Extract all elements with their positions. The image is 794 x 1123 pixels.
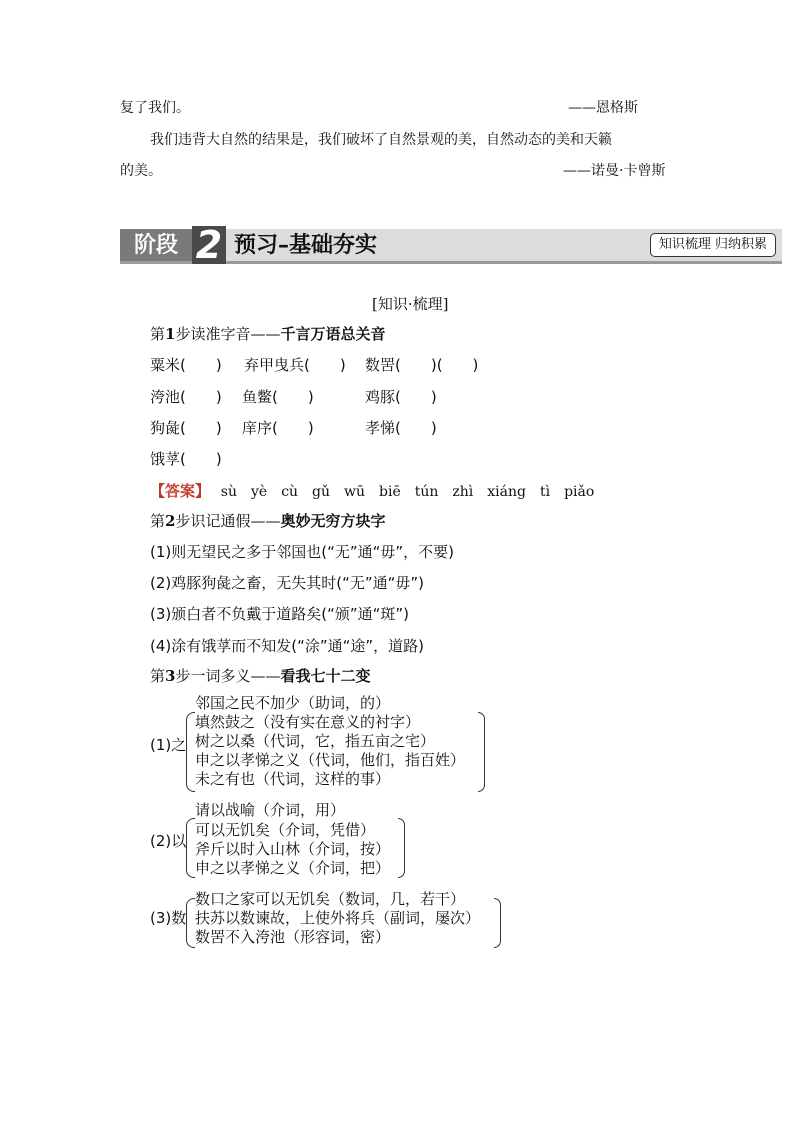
answer-line <box>150 480 594 501</box>
polysemy-label: (3)数 <box>150 909 187 927</box>
step-3-mid: 步一词多义—— <box>175 667 281 685</box>
polysemy-example: 申之以孝悌之义（介词，把） <box>195 859 391 877</box>
section-heading: [知识·梳理] <box>372 295 449 313</box>
step-3-prefix: 第 <box>150 667 166 685</box>
step-1-heading <box>150 323 385 344</box>
polysemy-example: 扶苏以数谏故，上使外将兵（副词，屡次） <box>195 909 481 927</box>
right-brace <box>478 712 485 792</box>
polysemy-example: 填然鼓之（没有实在意义的衬字） <box>195 713 421 731</box>
tongjia-item: (3)颁白者不负戴于道路矣(“颁”通“斑”) <box>150 605 410 623</box>
polysemy-example: 邻国之民不加少（助词，的） <box>195 694 391 712</box>
step-2-heading <box>150 510 385 531</box>
polysemy-example: 数口之家可以无饥矣（数词，几，若干） <box>195 890 466 908</box>
quote-2-line-1: 我们违背大自然的结果是，我们破坏了自然景观的美，自然动态的美和天籁 <box>150 132 612 148</box>
step-3-heading <box>150 665 370 686</box>
polysemy-example: 请以战喻（介词，用） <box>195 801 346 819</box>
pinyin-item: 鱼鳖( ) <box>242 388 314 406</box>
right-brace <box>398 818 405 878</box>
quote-1-author: ——恩格斯 <box>568 100 638 116</box>
step-2-prefix: 第 <box>150 512 166 530</box>
banner-tag: 知识梳理 归纳积累 <box>650 233 776 257</box>
left-brace <box>186 898 195 948</box>
quote-1-tail: 复了我们。 <box>120 100 190 116</box>
tongjia-item: (2)鸡豚狗彘之畜，无失其时(“无”通“毋”) <box>150 574 425 592</box>
step-2-mid: 步识记通假—— <box>175 512 281 530</box>
polysemy-label: (1)之 <box>150 736 187 754</box>
step-1-prefix: 第 <box>150 325 166 343</box>
answer-pinyin: sù yè cù gǔ wū biē tún zhì xiáng tì piǎo <box>220 484 595 500</box>
polysemy-example: 未之有也（代词，这样的事） <box>195 770 391 788</box>
pinyin-item: 鸡豚( ) <box>365 388 437 406</box>
banner-stage-label: 阶段 <box>120 229 192 261</box>
step-3-bold: 看我七十二变 <box>280 667 371 685</box>
pinyin-item: 庠序( ) <box>242 419 314 437</box>
pinyin-item: 孝悌( ) <box>365 419 437 437</box>
pinyin-item: 饿莩( ) <box>150 450 222 468</box>
step-1-number: 1 <box>165 325 176 343</box>
polysemy-example: 树之以桑（代词，它，指五亩之宅） <box>195 732 436 750</box>
left-brace <box>186 712 195 792</box>
quote-2-line-2: 的美。 <box>120 163 162 179</box>
quote-2-author: ——诺曼·卡曾斯 <box>563 163 666 179</box>
step-1-mid: 步读准字音—— <box>175 325 281 343</box>
polysemy-example: 数罟不入洿池（形容词，密） <box>195 928 391 946</box>
banner-stage-number: 2 <box>192 226 226 264</box>
polysemy-example: 可以无饥矣（介词，凭借） <box>195 821 376 839</box>
pinyin-item: 狗彘( ) <box>150 419 222 437</box>
pinyin-item: 弃甲曳兵( ) <box>244 356 346 374</box>
pinyin-item: 洿池( ) <box>150 388 222 406</box>
answer-label: 【答案】 <box>150 482 211 500</box>
left-brace <box>186 818 195 878</box>
tongjia-item: (1)则无望民之多于邻国也(“无”通“毋”，不要) <box>150 543 455 561</box>
step-2-bold: 奥妙无穷方块字 <box>280 512 386 530</box>
banner-title: 预习–基础夯实 <box>234 232 378 258</box>
pinyin-item: 粟米( ) <box>150 356 222 374</box>
tongjia-item: (4)涂有饿莩而不知发(“涂”通“途”，道路) <box>150 637 425 655</box>
polysemy-example: 申之以孝悌之义（代词，他们，指百姓） <box>195 751 466 769</box>
stage-banner <box>120 223 782 267</box>
step-1-bold: 千言万语总关音 <box>280 325 386 343</box>
polysemy-example: 斧斤以时入山林（介词，按） <box>195 840 391 858</box>
step-3-number: 3 <box>165 667 176 685</box>
right-brace <box>494 898 501 948</box>
pinyin-item: 数罟( )( ) <box>365 356 479 374</box>
polysemy-label: (2)以 <box>150 832 187 850</box>
step-2-number: 2 <box>165 512 176 530</box>
